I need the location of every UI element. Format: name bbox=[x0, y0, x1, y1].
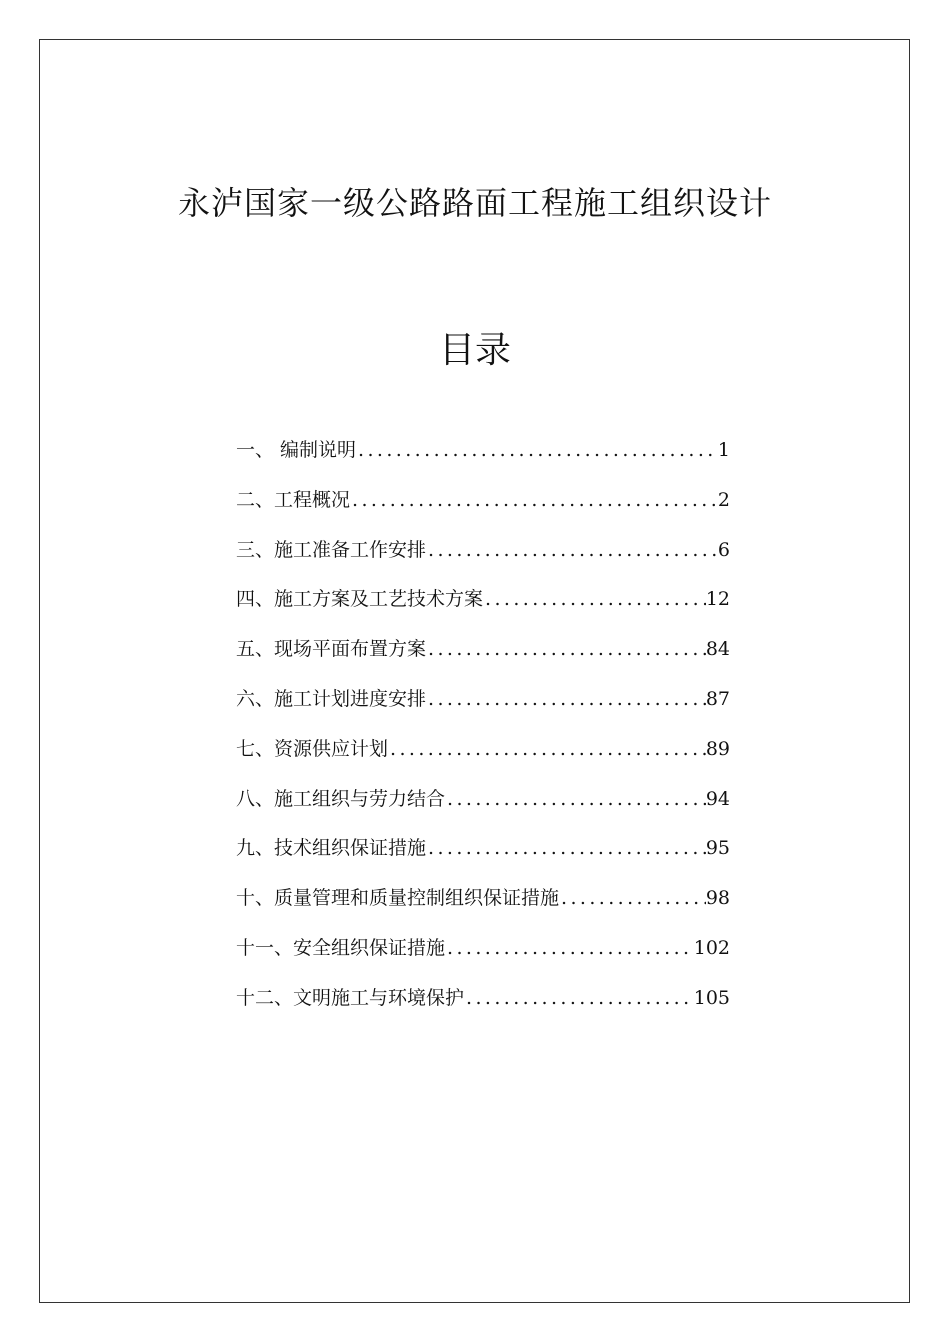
toc-entry-label: 二、工程概况 bbox=[236, 488, 351, 511]
toc-leader-dots bbox=[483, 579, 706, 619]
toc-entry[interactable] bbox=[236, 579, 730, 629]
toc-entry[interactable] bbox=[236, 530, 730, 580]
toc-leader-dots bbox=[350, 480, 718, 520]
toc-entry-label: 五、现场平面布置方案 bbox=[236, 638, 427, 661]
toc-entry-page: 12 bbox=[705, 588, 730, 611]
toc-entry-label: 十、质量管理和质量控制组织保证措施 bbox=[236, 887, 560, 910]
toc-entry-page: 94 bbox=[705, 787, 730, 810]
toc-entry-page: 84 bbox=[705, 638, 730, 661]
toc-entry-label: 七、资源供应计划 bbox=[236, 737, 389, 760]
toc-entry-page: 2 bbox=[717, 488, 730, 511]
toc-entry[interactable] bbox=[236, 828, 730, 878]
toc-entry[interactable] bbox=[236, 480, 730, 530]
toc-leader-dots bbox=[426, 629, 706, 669]
toc-heading: 目录 bbox=[438, 330, 511, 371]
toc-entry-label: 九、技术组织保证措施 bbox=[236, 837, 427, 860]
toc-entry-page: 95 bbox=[705, 837, 730, 860]
toc-leader-dots bbox=[426, 679, 706, 719]
toc-entry-page: 98 bbox=[705, 887, 730, 910]
toc-entry-page: 1 bbox=[717, 439, 730, 461]
toc-entry-page: 89 bbox=[705, 737, 730, 760]
toc-leader-dots bbox=[445, 928, 694, 968]
toc-entry-page: 102 bbox=[693, 936, 730, 959]
table-of-contents bbox=[236, 430, 730, 1028]
toc-entry[interactable] bbox=[236, 430, 730, 480]
toc-leader-dots bbox=[445, 779, 706, 819]
toc-entry-label: 十二、文明施工与环境保护 bbox=[236, 986, 465, 1009]
document-title: 永泸国家一级公路路面工程施工组织设计 bbox=[177, 184, 772, 222]
toc-entry[interactable] bbox=[236, 878, 730, 928]
toc-entry[interactable] bbox=[236, 779, 730, 829]
toc-leader-dots bbox=[426, 530, 718, 570]
toc-entry-label: 六、施工计划进度安排 bbox=[236, 687, 427, 710]
toc-entry[interactable] bbox=[236, 629, 730, 679]
toc-leader-dots bbox=[464, 978, 694, 1018]
toc-entry[interactable] bbox=[236, 729, 730, 779]
toc-entry-label: 十一、安全组织保证措施 bbox=[236, 936, 446, 959]
toc-entry-page: 105 bbox=[693, 986, 730, 1009]
toc-leader-dots bbox=[426, 828, 706, 868]
toc-entry[interactable] bbox=[236, 978, 730, 1028]
toc-entry-page: 87 bbox=[705, 687, 730, 710]
toc-entry-label: 一、 编制说明 bbox=[236, 439, 357, 461]
toc-entry-page: 6 bbox=[717, 538, 730, 561]
toc-entry-label: 八、施工组织与劳力结合 bbox=[236, 787, 446, 810]
toc-leader-dots bbox=[388, 729, 706, 769]
toc-leader-dots bbox=[559, 878, 706, 918]
toc-leader-dots bbox=[356, 430, 718, 470]
toc-entry[interactable] bbox=[236, 928, 730, 978]
toc-entry[interactable] bbox=[236, 679, 730, 729]
toc-entry-label: 四、施工方案及工艺技术方案 bbox=[236, 588, 484, 611]
toc-entry-label: 三、施工准备工作安排 bbox=[236, 538, 427, 561]
